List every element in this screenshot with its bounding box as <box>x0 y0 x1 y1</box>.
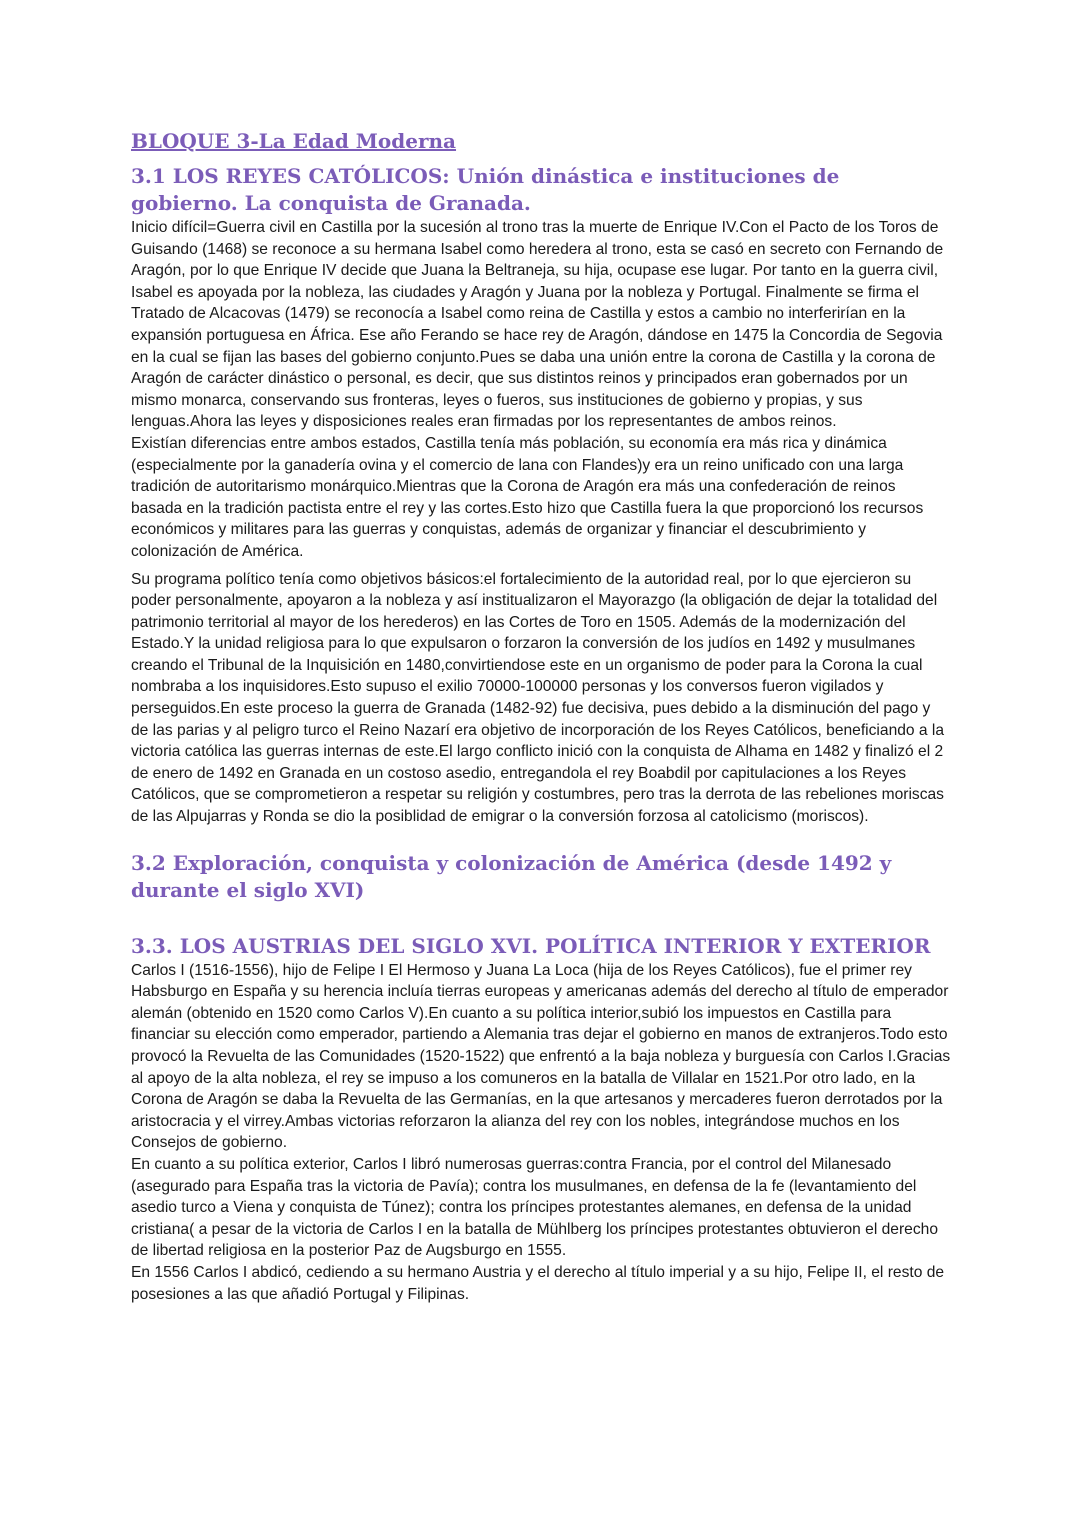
section-america <box>131 850 951 904</box>
document-page <box>131 128 951 1305</box>
section-title: 3.3. LOS AUSTRIAS DEL SIGLO XVI. POLÍTICA INTERIOR Y EXTERIOR <box>131 933 931 958</box>
section-title: 3.2 Exploración, conquista y colonización de América (desde 1492 y durante el siglo XVI) <box>131 850 892 902</box>
paragraph: Inicio difícil=Guerra civil en Castilla por la sucesión al trono tras la muerte de Enrique IV.Con el Pacto de los Toros de Guisando (1468) se reconoce a su hermana Isabel como heredera al trono, esta se casó en secreto con Fernando de Aragón, por lo que Enrique IV decide que Juana la Beltraneja, su hija, ocupase ese lugar. Por tanto en la guerra civil, Isabel es apoyada por la nobleza, las ciudades y Aragón y Juana por la nobleza y Portugal. Finalmente se firma el Tratado de Alcacovas (1479) se reconocía a Isabel como reina de Castilla y estos a cambio no interferirían en la expansión portuguesa en África. Ese año Ferando se hace rey de Aragón, dándose en 1475 la Concordia de Segovia en la cual se fijan las bases del gobierno conjunto.Pues se daba una unión entre la corona de Castilla y la corona de Aragón de carácter dinástico o personal, es decir, que sus distintos reinos y principados eran gobernados por un mismo monarca, conservando sus fronteras, leyes o fueros, sus instituciones de gobierno y propias, y sus lenguas.Ahora las leyes y disposiciones reales eran firmadas por los representantes de ambos reinos. <box>131 219 944 431</box>
block-title: BLOQUE 3-La Edad Moderna <box>131 129 457 153</box>
section-austrias <box>131 933 951 1306</box>
paragraph: En cuanto a su política exterior, Carlos I libró numerosas guerras:contra Francia, por el control del Milanesado (asegurado para España tras la victoria de Pavía); contra los musulmanes, en defensa de la fe (levantamiento del asedio turco a Viena y conquista de Túnez); contra los príncipes protestantes alemanes, en defensa de la unidad cristiana( a pesar de la victoria de Carlos I en la batalla de Mühlberg los príncipes protestantes obtuvieron el derecho de libertad religiosa en la posterior Paz de Augsburgo en 1555. <box>131 1155 938 1260</box>
section-reyes-catolicos <box>131 163 951 828</box>
paragraph: Existían diferencias entre ambos estados, Castilla tenía más población, su economía era más rica y dinámica (especialmente por la ganadería ovina y el comercio de lana con Flandes)y era un reino unificado con una larga tradición de autoritarismo monárquico.Mientras que la Corona de Aragón era más una confederación de reinos basada en la tradición pactista entre el rey y las cortes.Esto hizo que Castilla fuera la que proporcionó los recursos económicos y militares para las guerras y conquistas, además de organizar y financiar el descubrimiento y colonización de América. <box>131 434 924 560</box>
paragraph: Su programa político tenía como objetivos básicos:el fortalecimiento de la autoridad real, por lo que ejercieron su poder personalmente, apoyaron a la nobleza y así institualizaron el Mayorazgo (la obligación de dejar la totalidad del patrimonio territorial al mayor de los herederos) en las Cortes de Toro en 1505. Además de la modernización del Estado.Y la unidad religiosa para lo que expulsaron o forzaron la conversión de los judíos en 1492 y musulmanes creando el Tribunal de la Inquisición en 1480,convirtiendose este en un organismo de poder para la Corona la cual nombraba a los inquisidores.Esto supuso el exilio 70000-100000 personas y los conversos fueron vigilados y perseguidos.En este proceso la guerra de Granada (1482-92) fue decisiva, pues debido a la disminución del pago y de las parias y al peligro turco el Reino Nazarí era objetivo de incorporación de los Reyes Católicos, beneficiando a la victoria católica las guerras internas de este.El largo conflicto inició con la conquista de Alhama en 1482 y finalizó el 2 de enero de 1492 en Granada en un costoso asedio, entregandola el rey Boabdil por capitulaciones a los Reyes Católicos, que se comprometieron a respetar su religión y costumbres, pero tras la derrota de las rebeliones moriscas de las Alpujarras y Ronda se dio la posiblidad de emigrar o la conversión forzosa al catolicismo (moriscos). <box>131 570 945 826</box>
paragraph: En 1556 Carlos I abdicó, cediendo a su hermano Austria y el derecho al título imperial y a su hijo, Felipe II, el resto de posesiones a las que añadió Portugal y Filipinas. <box>131 1263 945 1303</box>
paragraph: Carlos I (1516-1556), hijo de Felipe I El Hermoso y Juana La Loca (hija de los Reyes Católicos), fue el primer rey Habsburgo en España y su herencia incluía tierras europeas y americanas además del derecho al título de emperador alemán (obtenido en 1520 como Carlos V).En cuanto a su política interior,subió los impuestos en Castilla para financiar su elección como emperador, partiendo a Alemania tras dejar el gobierno en manos de extranjeros.Todo esto provocó la Revuelta de las Comunidades (1520-1522) que enfrentó a la baja nobleza y burguesía con Carlos I.Gracias al apoyo de la alta nobleza, el rey se impuso a los comuneros en la batalla de Villalar en 1521.Por otro lado, en la Corona de Aragón se daba la Revuelta de las Germanías, en la que artesanos y mercaderes fueron derrotados por la aristocracia y el virrey.Ambas victorias reforzaron la alianza del rey con los nobles, integrándose muchos en los Consejos de gobierno. <box>131 961 951 1152</box>
section-title: 3.1 LOS REYES CATÓLICOS: Unión dinástica e instituciones de gobierno. La conquista de Granada. <box>131 164 840 215</box>
